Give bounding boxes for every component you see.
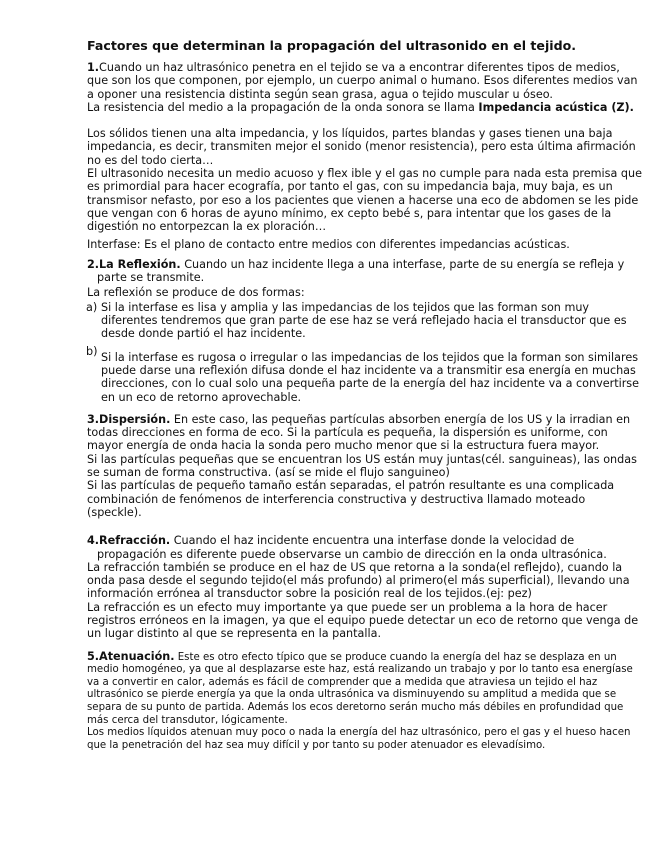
item-b-marker: b) — [86, 344, 98, 358]
refraction-p3: La refracción es un efecto muy importante ya que puede ser un problema a la hora de hacer registros erróneos en la imagen, ya que el equipo puede detectar un eco de retorno que venga de un lugar distinto al que se representa en la pantalla. — [87, 600, 639, 641]
dispersion-heading: 3.Dispersión. — [87, 412, 171, 426]
section-1-number: 1. — [87, 61, 100, 74]
section-4 — [87, 534, 642, 640]
section-1-intro: 1.Cuando un haz ultrasónico penetra en el tejido se va a encontrar diferentes tipos de medios, que son los que componen, por ejemplo, un cuerpo animal o humano. Esos diferentes medios van a oponer una resistencia distinta según sean grasa, agua o tejido muscular u óseo. — [87, 61, 638, 101]
dispersion-p3: Si las partículas de pequeño tamaño están separadas, el patrón resultante es una complicada combinación de fenómenos de interferencia constructiva y destructiva llamado moteado (speckle). — [87, 479, 615, 519]
item-a-marker: a) — [86, 300, 98, 314]
attenuation-heading: 5.Atenuación. — [87, 649, 175, 663]
section-1 — [87, 61, 642, 251]
interface-definition: Interfase: Es el plano de contacto entre medios con diferentes impedancias acústicas. — [87, 237, 570, 251]
reflection-forms: La reflexión se produce de dos formas: — [87, 286, 305, 300]
refraction-p2: La refracción también se produce en el haz de US que retorna a la sonda(el reflejdo), cuando la onda pasa desde el segundo tejido(el más profundo) al primero(el más superficial), llevando una información errónea al transductor sobre la posición real de los tejidos.(ej: pez) — [87, 560, 630, 601]
dispersion-p2: Si las partículas pequeñas que se encuentran los US están muy juntas(cél. sanguineas), las ondas se suman de forma constructiva. (así se mide el flujo sanguineo) — [87, 452, 637, 480]
dispersion-intro: 3.Dispersión. En este caso, las pequeñas partículas absorben energía de los US y la irradian en todas direcciones en forma de eco. Si la partícula es pequeña, la dispersión es uniforme, con mayor energía de onda hacia la sonda pero mucho menor que si la estructura fuera mayor. — [87, 412, 631, 453]
document-title: Factores que determinan la propagación del ultrasonido en el tejido. — [87, 38, 577, 53]
impedance-definition: La resistencia del medio a la propagación de la onda sonora se llama Impedancia acústica (Z). — [87, 100, 634, 114]
reflection-heading: 2.La Reflexión. — [87, 257, 181, 271]
reflection-item-a — [87, 301, 642, 341]
impedance-paragraph: Los sólidos tienen una alta impedancia, y los líquidos, partes blandas y gases tienen una baja impedancia, es decir, transmiten mejor el sonido (menor resistencia), pero esta última afirmación no es del todo cierta… — [87, 127, 636, 167]
section-5 — [87, 651, 642, 753]
section-3 — [87, 413, 642, 519]
attenuation-intro: 5.Atenuación. Este es otro efecto típico que se produce cuando la energía del haz se desplaza en un medio homogéneo, ya que al desplazarse este haz, está realizando un trabajo y por lo tanto esa energíase va a convertir en calor, además es fácil de comprender que a medida que atraviesa un tejido el haz ultrasónico se pierde energía ya que la onda ultrasónica va disminuyendo su amplitud a medida que se separa de su punto de partida. Además los ecos deretorno serán mucho más débiles en profundidad que más cerca del transdutor, lógicamente. — [87, 649, 633, 726]
reflection-item-b — [86, 344, 642, 404]
refraction-heading: 4.Refracción. — [87, 534, 171, 548]
section-2 — [87, 258, 642, 404]
item-a-text: Si la interfase es lisa y amplia y las impedancias de los tejidos que las forman son muy diferentes tendremos que gran parte de ese haz se verá reflejado hacia el transductor que es desde donde partió el haz incidente. — [101, 300, 627, 341]
attenuation-p2: Los medios líquidos atenuan muy poco o nada la energía del haz ultrasónico, pero el gas y el hueso hacen que la penetración del haz sea muy difícil y por tanto su poder atenuador es elevadísimo. — [87, 727, 631, 751]
document-page — [87, 38, 642, 752]
reflection-intro: 2.La Reflexión. Cuando un haz incidente llega a una interfase, parte de su energía se refleja y parte se transmite. — [87, 257, 625, 285]
impedance-term: Impedancia acústica (Z). — [478, 100, 634, 114]
refraction-intro: 4.Refracción. Cuando el haz incidente encuentra una interfase donde la velocidad de propagación es diferente puede observarse un cambio de dirección en la onda ultrasónica. — [87, 534, 607, 561]
item-b-text: Si la interfase es rugosa o irregular o las impedancias de los tejidos que la forman son similares puede darse una reflexión difusa donde el haz incidente va a transmitir esa energía en muchas direcciones, con lo cual solo una pequeña parte de la energía del haz incidente va a convertirse en un eco de retorno aprovechable. — [101, 350, 640, 404]
gas-paragraph: El ultrasonido necesita un medio acuoso y flex ible y el gas no cumple para nada esta premisa que es primordial para hacer ecografía, por tanto el gas, con su impedancia baja, muy baja, es un transmisor nefasto, por eso a los pacientes que vienen a hacerse una eco de abdomen se les pide que vengan con 6 horas de ayuno mínimo, ex cepto bebé s, para intentar que los gases de la digestión no entorpezcan la ex ploración… — [87, 167, 642, 234]
